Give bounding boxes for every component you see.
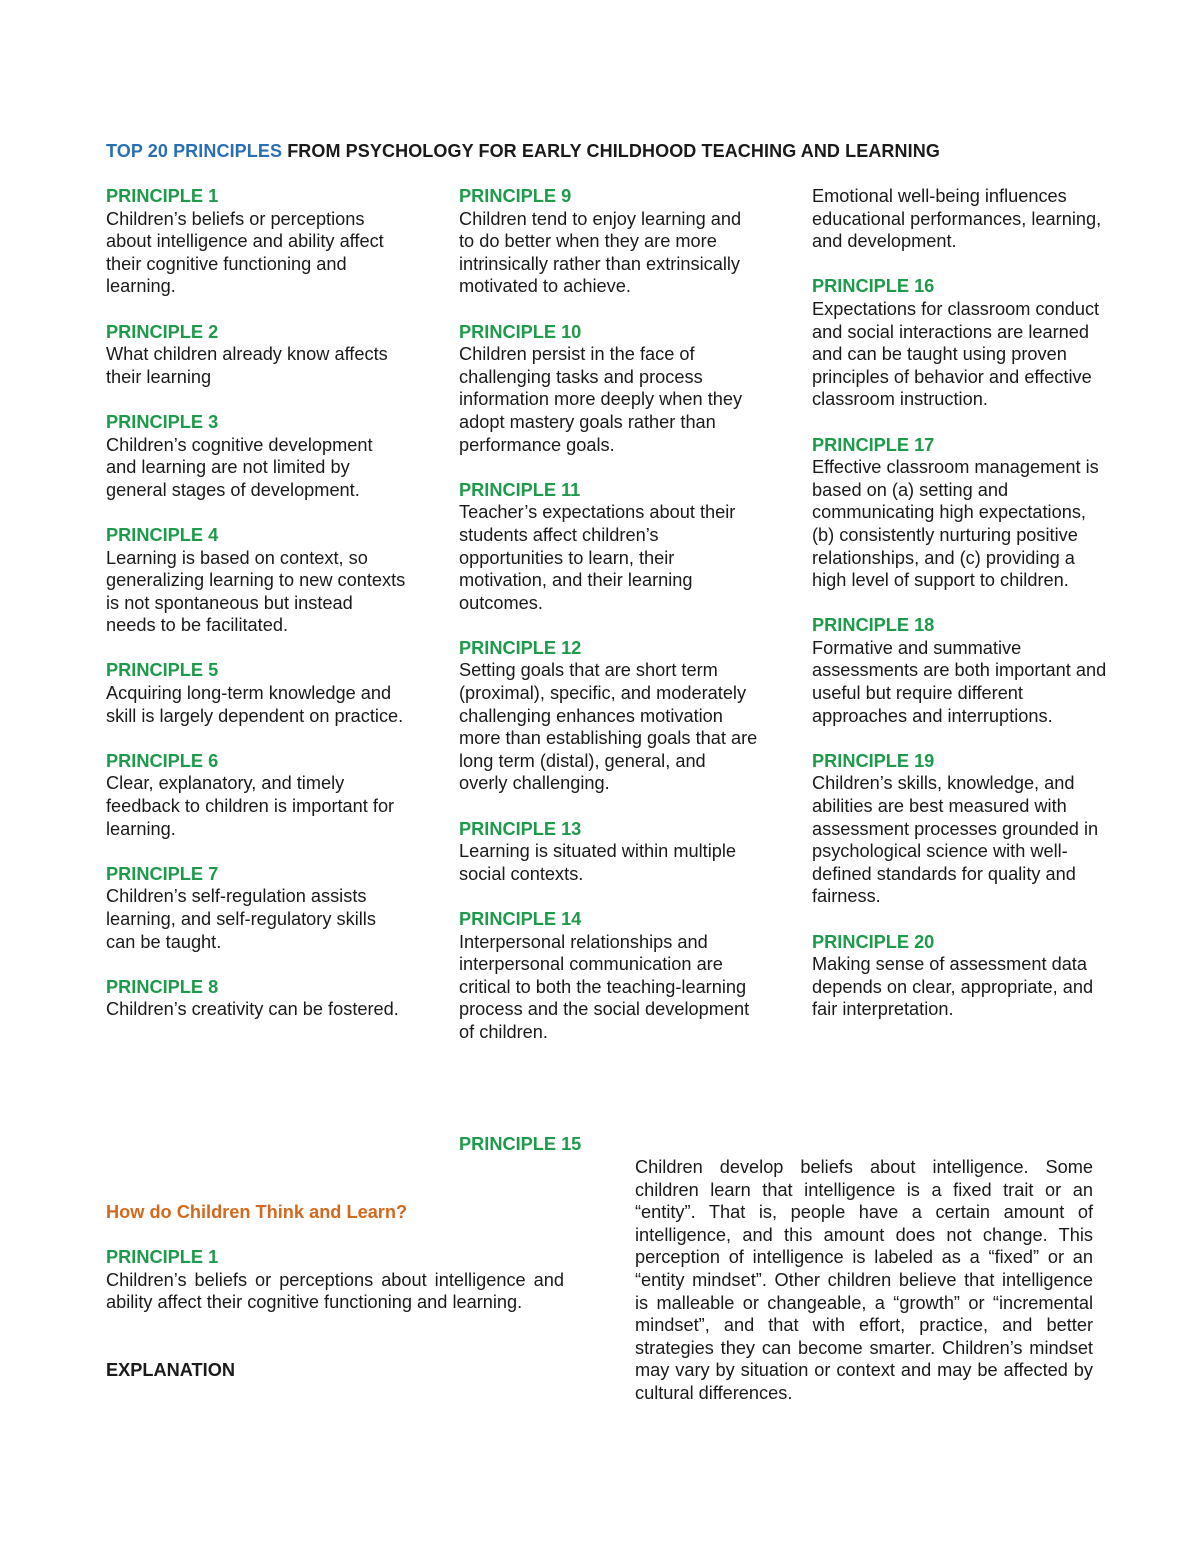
principle-heading: PRINCIPLE 3 — [106, 411, 219, 432]
title-rest: FROM PSYCHOLOGY FOR EARLY CHILDHOOD TEACHING AND LEARNING — [282, 141, 940, 161]
principle-heading: PRINCIPLE 16 — [812, 276, 935, 297]
principle-text: Acquiring long-term knowledge and skill is largely dependent on practice. — [106, 683, 404, 726]
principle-text: Children persist in the face of challenging tasks and process information more deeply when they adopt mastery goals rather than performance goals. — [459, 344, 743, 455]
principles-column-3 — [812, 185, 1112, 1044]
principle-19 — [812, 750, 1112, 908]
principle-heading: PRINCIPLE 18 — [812, 615, 935, 636]
principle-heading: PRINCIPLE 1 — [106, 186, 219, 206]
principle-heading: PRINCIPLE 9 — [459, 186, 572, 206]
title-accent: TOP 20 PRINCIPLES — [106, 141, 283, 161]
principle-15-text — [812, 185, 1112, 253]
principle-9 — [459, 185, 759, 298]
principle-3 — [106, 411, 406, 501]
principle-heading: PRINCIPLE 7 — [106, 863, 219, 884]
principle-heading: PRINCIPLE 2 — [106, 321, 219, 342]
principle-15-heading: PRINCIPLE 15 — [459, 1134, 582, 1154]
principle-text: Children tend to enjoy learning and to do better when they are more intrinsically rather than extrinsically motivated to achieve. — [459, 208, 742, 297]
principle-8 — [106, 976, 406, 1021]
principle-text: Emotional well-being influences educational performances, learning, and development. — [812, 186, 1102, 252]
principle-11 — [459, 479, 759, 615]
principle-text: Interpersonal relationships and interpersonal communication are critical to both the teaching-learning process and the social development of children. — [459, 931, 750, 1042]
principle-text: Children’s beliefs or perceptions about intelligence and ability affect their cognitive functioning and learning. — [106, 208, 384, 297]
principle-13 — [459, 818, 759, 886]
principles-column-1 — [106, 185, 406, 1044]
principle-heading: PRINCIPLE 20 — [812, 931, 935, 952]
principle-4 — [106, 524, 406, 637]
principle-20 — [812, 931, 1112, 1021]
principle-heading: PRINCIPLE 5 — [106, 660, 219, 681]
principle-heading: PRINCIPLE 10 — [459, 321, 582, 342]
principle-14 — [459, 908, 759, 1044]
principle-heading: PRINCIPLE 4 — [106, 524, 219, 545]
principle-text: Effective classroom management is based on (a) setting and communicating high expectations, (b) consistently nurturing positive relationships, and (c) providing a high level of support to children. — [812, 457, 1099, 591]
principle-text: Children’s cognitive development and learning are not limited by general stages of development. — [106, 434, 373, 500]
section-principle — [106, 1246, 564, 1314]
principle-text: Expectations for classroom conduct and social interactions are learned and can be taught using proven principles of behavior and effective classroom instruction. — [812, 298, 1100, 410]
principle-heading: PRINCIPLE 11 — [459, 479, 581, 500]
document-title — [106, 141, 940, 162]
principle-heading: PRINCIPLE 17 — [812, 434, 935, 455]
principle-heading: PRINCIPLE 19 — [812, 750, 935, 771]
explanation-text: Children develop beliefs about intelligence. Some children learn that intelligence is a fixed trait or an “entity”. That is, people have a certain amount of intelligence, and this amount does not change. This perception of intelligence is labeled as a “fixed” or an “entity mindset”. Other children believe that intelligence is malleable or changeable, a “growth” or “incremental mindset”, and that with effort, practice, and better strategies they can become smarter. Children’s mindset may vary by situation or context and may be affected by cultural differences. — [635, 1157, 1093, 1403]
principle-text: What children already know affects their learning — [106, 344, 388, 387]
principle-2 — [106, 321, 406, 389]
principle-text: Learning is situated within multiple social contexts. — [459, 841, 737, 884]
principle-text: Children’s creativity can be fostered. — [106, 999, 399, 1020]
principle-heading: PRINCIPLE 1 — [106, 1247, 219, 1267]
principle-text: Formative and summative assessments are both important and useful but require different approaches and interruptions. — [812, 637, 1107, 726]
principle-text: Making sense of assessment data depends on clear, appropriate, and fair interpretation. — [812, 954, 1094, 1020]
principle-text: Setting goals that are short term (proximal), specific, and moderately challenging enhances motivation more than establishing goals that are long term (distal), general, and overly challenging. — [459, 660, 758, 794]
section-title: How do Children Think and Learn? — [106, 1202, 408, 1222]
principle-text: Teacher’s expectations about their students affect children’s opportunities to learn, their motivation, and their learning outcomes. — [459, 502, 736, 613]
principle-10 — [459, 321, 759, 457]
principle-17 — [812, 434, 1112, 592]
principle-16 — [812, 275, 1112, 411]
principle-text: Children’s self-regulation assists learning, and self-regulatory skills can be taught. — [106, 886, 376, 952]
principle-heading: PRINCIPLE 6 — [106, 750, 219, 771]
principle-text: Children’s beliefs or perceptions about intelligence and ability affect their cognitive functioning and learning. — [106, 1269, 564, 1313]
principle-text: Children’s skills, knowledge, and abilities are best measured with assessment processes grounded in psychological science with well-defined standards for quality and fairness. — [812, 773, 1099, 907]
principle-heading: PRINCIPLE 14 — [459, 909, 582, 929]
principle-text: Learning is based on context, so generalizing learning to new contexts is not spontaneous but instead needs to be facilitated. — [106, 547, 406, 636]
principle-5 — [106, 659, 406, 727]
principle-heading: PRINCIPLE 8 — [106, 976, 219, 997]
explanation-label: EXPLANATION — [106, 1360, 235, 1380]
principles-column-2 — [459, 185, 759, 1066]
principle-18 — [812, 614, 1112, 727]
principle-text: Clear, explanatory, and timely feedback to children is important for learning. — [106, 773, 395, 839]
principle-6 — [106, 750, 406, 840]
principle-heading: PRINCIPLE 12 — [459, 637, 582, 658]
principle-1 — [106, 185, 406, 298]
principle-12 — [459, 637, 759, 795]
principle-heading: PRINCIPLE 13 — [459, 818, 582, 839]
principle-7 — [106, 863, 406, 953]
